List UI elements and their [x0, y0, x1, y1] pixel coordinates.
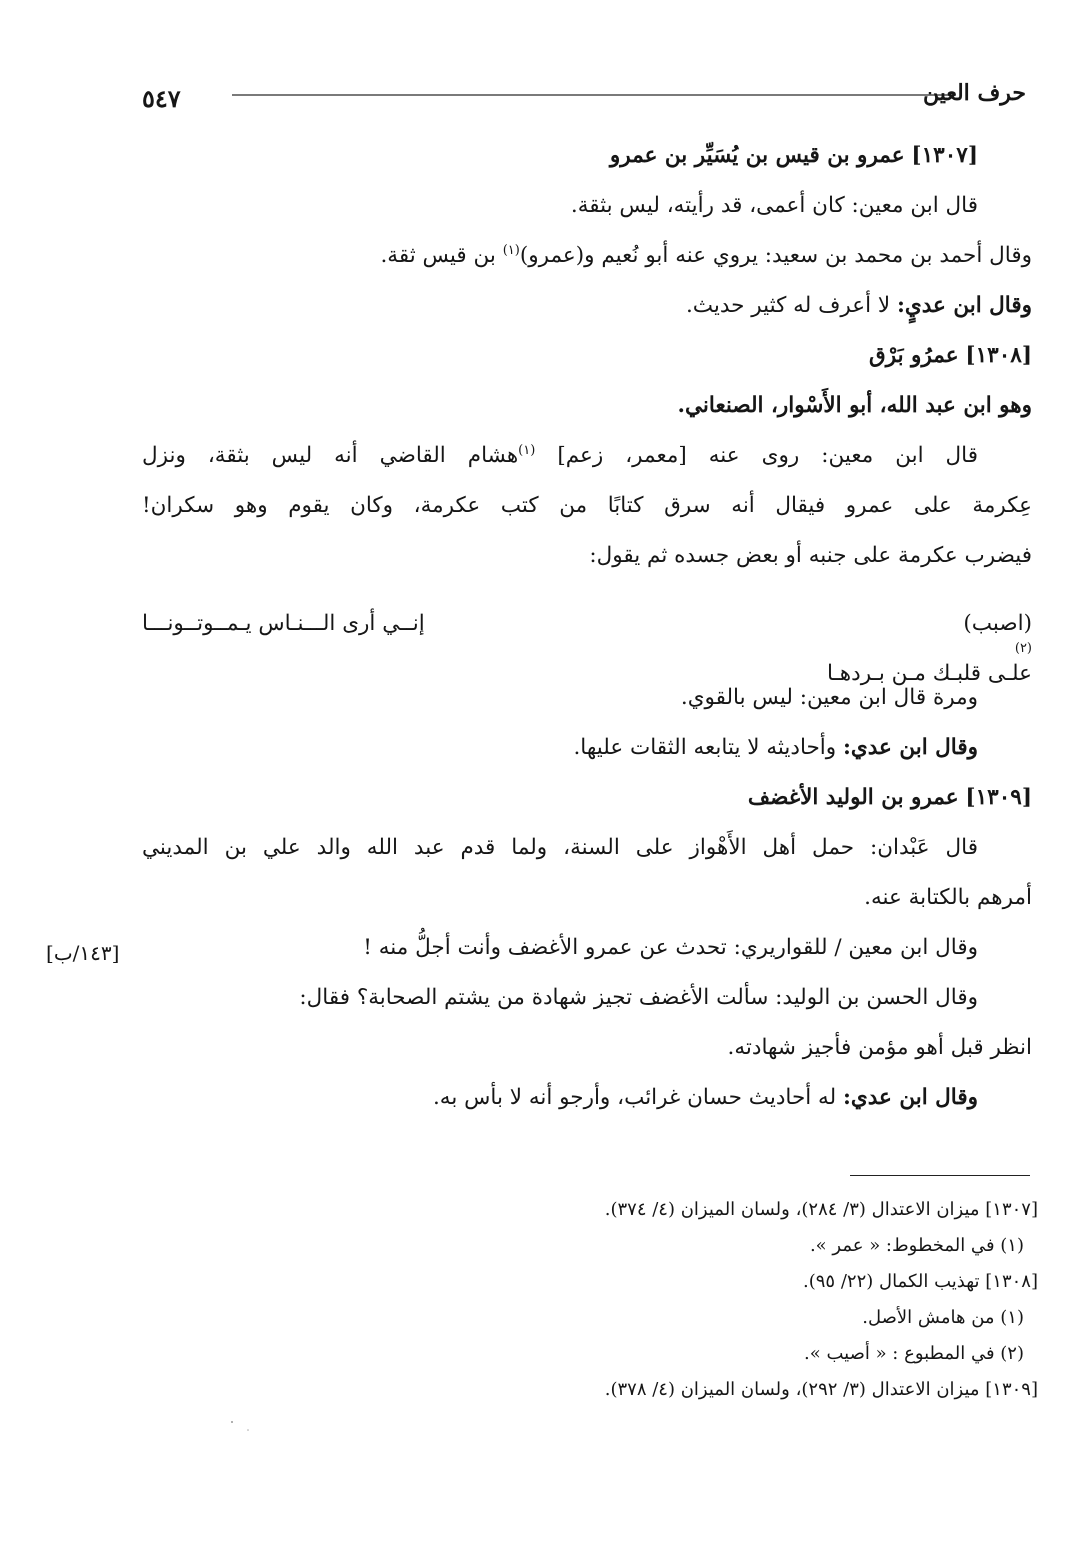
verse-second-hemistich: إنــي أرى الـــنـاس يـمــوتــونـــا	[142, 611, 425, 636]
entry-heading-1307	[142, 131, 1032, 181]
footnote: (١) من هامش الأصل.	[862, 1307, 1024, 1328]
text-line: فيضرب عكرمة على جنبه أو بعض جسده ثم يقول:	[589, 543, 1032, 568]
main-text	[142, 131, 1032, 1123]
scan-specks	[228, 1418, 256, 1436]
footnote: [١٣٠٧] ميزان الاعتدال (٣/ ٢٨٤)، ولسان الميزان (٤/ ٣٧٤).	[604, 1199, 1038, 1220]
text-line: قال عَبْدان: حمل أهل الأَهْواز على السنة، ولما قدم عبد الله والد علي بن المديني	[142, 835, 978, 860]
text-line: قال ابن معين: روى عنه [معمر، زعم] $^{(١)}$هشام القاضي أنه ليس بثقة، ونزل	[142, 442, 979, 468]
footnote-separator	[850, 1175, 1030, 1176]
text-line: وهو ابن عبد الله، أبو الأَسْوار، الصنعاني.	[677, 393, 1032, 418]
section-title: حرف العين	[922, 80, 1026, 106]
text-line: وقال الحسن بن الوليد: سألت الأغضف تجيز شهادة من يشتم الصحابة؟ فقال:	[299, 985, 978, 1010]
footnote: [١٣٠٨] تهذيب الكمال (٢٢/ ٩٥).	[803, 1271, 1038, 1292]
text-line: وقال ابن عديٍ: لا أعرف له كثير حديث.	[685, 293, 1032, 318]
header-rule	[232, 94, 956, 96]
footnote: (١) في المخطوط: « عمر ».	[809, 1235, 1024, 1256]
entry-number: [١٣٠٩]	[965, 785, 1032, 810]
footnotes	[148, 1192, 1038, 1408]
text-line: وقال ابن عدي: وأحاديثه لا يتابعه الثقات عليها.	[573, 735, 978, 760]
entry-heading-1308	[142, 331, 1032, 381]
entry-heading-1309	[142, 773, 1032, 823]
text-line: وقال أحمد بن محمد بن سعيد: يروي عنه أبو نُعيم و(عمرو)$^{(١)}$ بن قيس ثقة.	[380, 242, 1032, 268]
text-line: انظر قبل أهو مؤمن فأجيز شهادته.	[727, 1035, 1032, 1060]
text-line: ومرة قال ابن معين: ليس بالقوي.	[680, 685, 978, 710]
footnote-ref: (١)	[518, 442, 536, 458]
page-number: ٥٤٧	[142, 84, 181, 113]
text-line: قال ابن معين: كان أعمى، قد رأيته، ليس بثقة.	[570, 193, 978, 218]
text-line: وقال ابن معين / للقواريري: تحدث عن عمرو الأغضف وأنت أجلُّ منه !	[363, 935, 978, 960]
entry-name: عمرُو بَرْق	[869, 343, 959, 368]
entry-name: عمرو بن قيس بن يُسَيِّر بن عمرو	[609, 143, 905, 168]
entry-name: عمرو بن الوليد الأغضف	[747, 785, 959, 810]
footnote: [١٣٠٩] ميزان الاعتدال (٣/ ٢٩٢)، ولسان الميزان (٤/ ٣٧٨).	[604, 1379, 1038, 1400]
footnote: (٢) في المطبوع : « أصيب ».	[804, 1343, 1024, 1364]
footnote-ref: (١)	[502, 242, 520, 258]
manuscript-folio-ref: [١٤٣/ب]	[46, 941, 120, 965]
entry-number: [١٣٠٧]	[911, 143, 978, 168]
poem-verse	[142, 599, 1032, 686]
verse-first-hemistich: (اصبب) (٢) علـى قلبـك مـن بـردهـا	[826, 611, 1032, 686]
text-line: أمرهم بالكتابة عنه.	[864, 885, 1032, 910]
text-line: عِكرمة على عمرو فيقال أنه سرق كتابًا من كتب عكرمة، وكان يقوم وهو سكران!	[142, 493, 1032, 518]
text-line: وقال ابن عدي: له أحاديث حسان غرائب، وأرجو أنه لا بأس به.	[432, 1085, 978, 1110]
entry-number: [١٣٠٨]	[965, 343, 1032, 368]
